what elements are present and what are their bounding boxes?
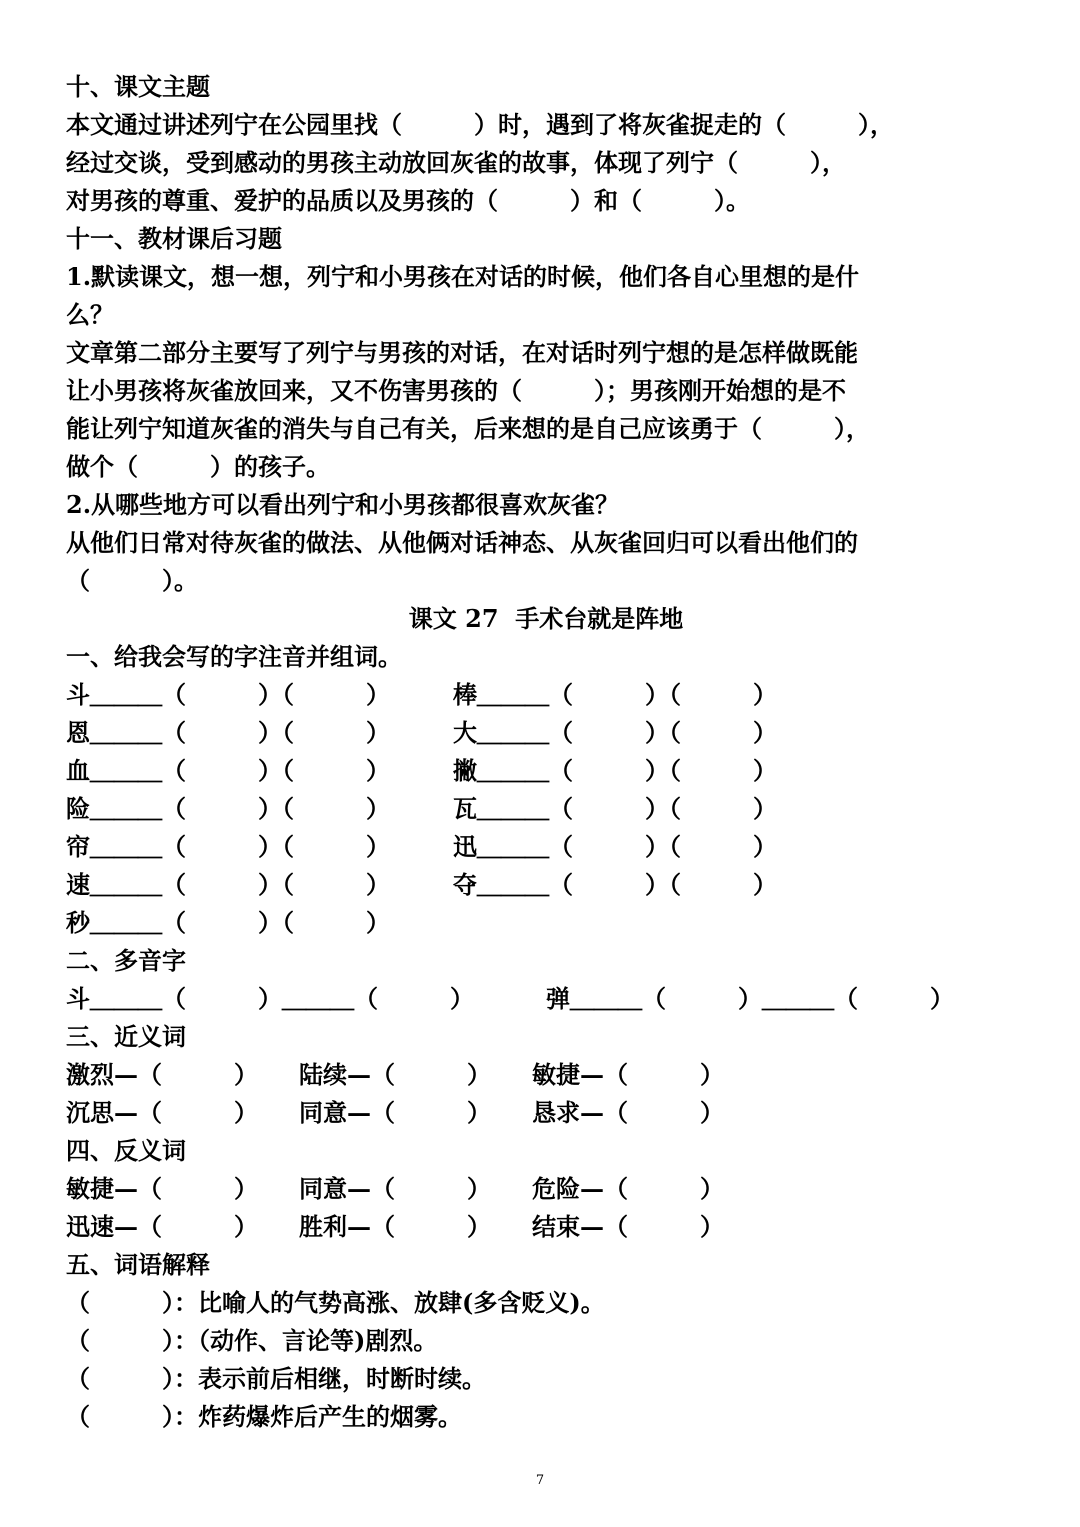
pinyin-row-7 bbox=[66, 904, 1026, 942]
pinyin-row-5 bbox=[66, 828, 1026, 866]
polyphone-cell: 弹＿＿＿（ ）＿＿＿（ ） bbox=[546, 984, 954, 1013]
pinyin-cell: 斗＿＿＿（ ）（ ） bbox=[66, 680, 390, 709]
lesson-27-title: 课文 27 手术台就是阵地 bbox=[408, 604, 684, 633]
answer-2-line-1: 从他们日常对待灰雀的做法、从他俩对话神态、从灰雀回归可以看出他们的 bbox=[66, 528, 858, 557]
part-5-heading: 五、词语解释 bbox=[66, 1250, 210, 1279]
pinyin-cell: 险＿＿＿（ ）（ ） bbox=[66, 794, 390, 823]
part-4-heading: 四、反义词 bbox=[66, 1136, 186, 1165]
answer-1-line-3: 能让列宁知道灰雀的消失与自己有关，后来想的是自己应该勇于（ ）， bbox=[66, 414, 870, 443]
antonym-row-1 bbox=[66, 1170, 1026, 1208]
question-2: 2.从哪些地方可以看出列宁和小男孩都很喜欢灰雀？ bbox=[66, 490, 620, 519]
synonym-cell: 恳求—（ ） bbox=[532, 1098, 724, 1127]
answer-1-line-2: 让小男孩将灰雀放回来，又不伤害男孩的（ ）；男孩刚开始想的是不 bbox=[66, 376, 846, 405]
pinyin-row-6 bbox=[66, 866, 1026, 904]
antonym-cell: 危险—（ ） bbox=[532, 1174, 724, 1203]
antonym-cell: 同意—（ ） bbox=[299, 1174, 491, 1203]
question-1-line-1: 1.默读课文，想一想，列宁和小男孩在对话的时候，他们各自心里想的是什 bbox=[66, 262, 860, 291]
definition-line-1: （ ）：比喻人的气势高涨、放肆(多含贬义)。 bbox=[66, 1288, 605, 1317]
answer-2-line-2: （ ）。 bbox=[66, 566, 198, 595]
question-1-line-2: 么？ bbox=[66, 300, 114, 329]
part-2-heading: 二、多音字 bbox=[66, 946, 186, 975]
synonym-cell: 同意—（ ） bbox=[299, 1098, 491, 1127]
pinyin-cell: 棒＿＿＿（ ）（ ） bbox=[453, 680, 777, 709]
synonym-row-2 bbox=[66, 1094, 1026, 1132]
pinyin-cell: 血＿＿＿（ ）（ ） bbox=[66, 756, 390, 785]
pinyin-row-1 bbox=[66, 676, 1026, 714]
definition-line-2: （ ）：（动作、言论等)剧烈。 bbox=[66, 1326, 438, 1355]
polyphone-cell: 斗＿＿＿（ ）＿＿＿（ ） bbox=[66, 984, 474, 1013]
pinyin-cell: 夺＿＿＿（ ）（ ） bbox=[453, 870, 777, 899]
polyphone-row bbox=[66, 980, 1026, 1018]
section-10-line-3: 对男孩的尊重、爱护的品质以及男孩的（ ）和（ ）。 bbox=[66, 186, 750, 215]
pinyin-row-4 bbox=[66, 790, 1026, 828]
pinyin-row-2 bbox=[66, 714, 1026, 752]
antonym-cell: 胜利—（ ） bbox=[299, 1212, 491, 1241]
pinyin-cell: 速＿＿＿（ ）（ ） bbox=[66, 870, 390, 899]
section-10-heading: 十、课文主题 bbox=[66, 72, 210, 101]
pinyin-cell: 恩＿＿＿（ ）（ ） bbox=[66, 718, 390, 747]
pinyin-cell: 帘＿＿＿（ ）（ ） bbox=[66, 832, 390, 861]
section-10-line-1: 本文通过讲述列宁在公园里找（ ）时，遇到了将灰雀捉走的（ ）， bbox=[66, 110, 894, 139]
pinyin-cell: 撇＿＿＿（ ）（ ） bbox=[453, 756, 777, 785]
page-number: 7 bbox=[535, 1473, 545, 1488]
section-11-heading: 十一、教材课后习题 bbox=[66, 224, 282, 253]
answer-1-line-1: 文章第二部分主要写了列宁与男孩的对话，在对话时列宁想的是怎样做既能 bbox=[66, 338, 858, 367]
synonym-cell: 敏捷—（ ） bbox=[532, 1060, 724, 1089]
antonym-cell: 迅速—（ ） bbox=[66, 1212, 258, 1241]
part-1-heading: 一、给我会写的字注音并组词。 bbox=[66, 642, 402, 671]
pinyin-row-3 bbox=[66, 752, 1026, 790]
pinyin-cell: 秒＿＿＿（ ）（ ） bbox=[66, 908, 390, 937]
antonym-cell: 结束—（ ） bbox=[532, 1212, 724, 1241]
worksheet-page bbox=[66, 68, 1026, 1436]
synonym-cell: 沉思—（ ） bbox=[66, 1098, 258, 1127]
antonym-cell: 敏捷—（ ） bbox=[66, 1174, 258, 1203]
synonym-row-1 bbox=[66, 1056, 1026, 1094]
definition-line-3: （ ）：表示前后相继，时断时续。 bbox=[66, 1364, 486, 1393]
pinyin-cell: 大＿＿＿（ ）（ ） bbox=[453, 718, 777, 747]
pinyin-cell: 瓦＿＿＿（ ）（ ） bbox=[453, 794, 777, 823]
pinyin-cell: 迅＿＿＿（ ）（ ） bbox=[453, 832, 777, 861]
antonym-row-2 bbox=[66, 1208, 1026, 1246]
section-10-line-2: 经过交谈，受到感动的男孩主动放回灰雀的故事，体现了列宁（ ）， bbox=[66, 148, 846, 177]
part-3-heading: 三、近义词 bbox=[66, 1022, 186, 1051]
definition-line-4: （ ）：炸药爆炸后产生的烟雾。 bbox=[66, 1402, 462, 1431]
synonym-cell: 激烈—（ ） bbox=[66, 1060, 258, 1089]
synonym-cell: 陆续—（ ） bbox=[299, 1060, 491, 1089]
answer-1-line-4: 做个（ ）的孩子。 bbox=[66, 452, 330, 481]
